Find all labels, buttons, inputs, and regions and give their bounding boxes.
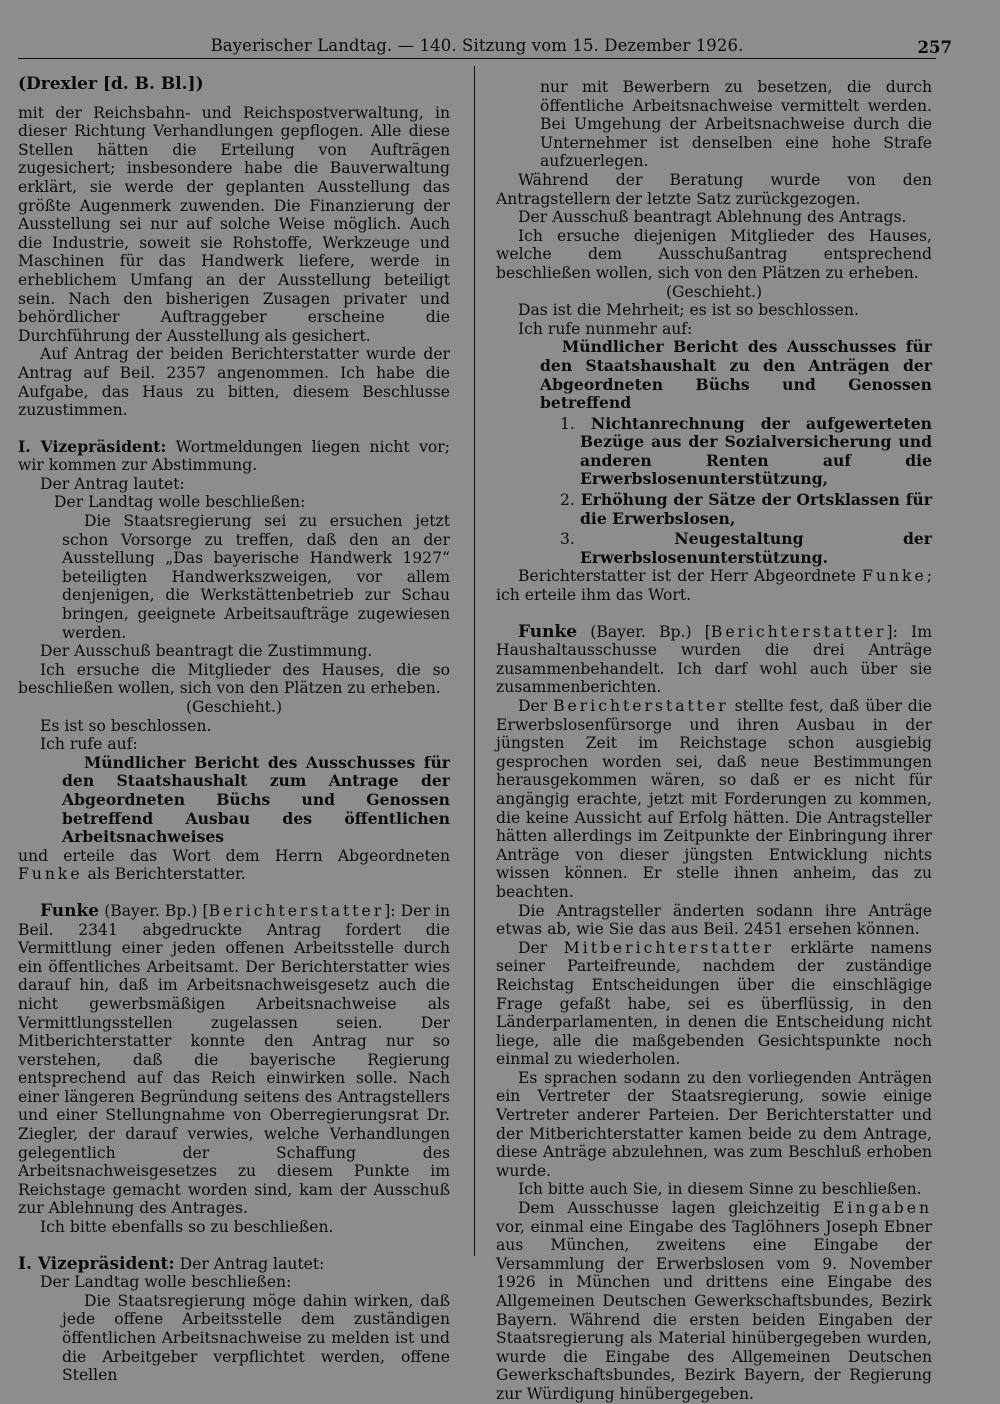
paragraph: Ich ersuche diejenigen Mitglieder des Hauses, welche dem Ausschußantrag entsprechend beschließen wollen, sich von den Plätzen zu erheben. xyxy=(496,226,932,282)
speaker-name: I. Vizepräsident: xyxy=(18,436,167,456)
paragraph: Auf Antrag der beiden Berichterstatter wurde der Antrag auf Beil. 2357 angenommen. Ich habe die Aufgabe, das Haus zu bitten, diesem Beschlusse zuzustimmen. xyxy=(18,345,450,420)
paragraph: Der Ausschuß beantragt die Zustimmung. xyxy=(40,642,373,661)
paragraph: Ich ersuche die Mitglieder des Hauses, die so beschließen wollen, sich von den Plätzen zu erheben. xyxy=(18,660,450,698)
speech-text: Der Antrag lautet: xyxy=(174,1254,325,1273)
emphasis-word: Eingaben xyxy=(833,1199,932,1218)
paragraph: vor, einmal eine Eingabe des Taglöhners Joseph Ebner aus München, zweitens eine Eingabe der Versammlung der Erwerbslosen vom 9. November 1926 in München und drittens eine Eingabe des Allgemeinen Deutschen Gewerkschaftsbundes, Bezirk Bayern. Während die ersten beiden Eingaben der Staatsregierung als Material hinübergegeben wurden, wurde die Eingabe des Allgemeinen Deutschen Gewerkschaftsbundes, Bezirk Bayern, der Regierung zur Würdigung hinübergegeben. xyxy=(496,1217,932,1403)
person-name: Funke xyxy=(18,865,83,884)
paragraph: Der Antrag lautet: xyxy=(40,474,185,493)
motion-list xyxy=(496,415,932,568)
report-title: Mündlicher Bericht des Ausschusses für den Staatshaushalt zu den Anträgen der Abgeordneten Büchs und Genossen betreffend xyxy=(540,337,932,413)
running-title: Bayerischer Landtag. — 140. Sitzung vom 15. Dezember 1926. xyxy=(210,36,744,55)
paragraph: Ich bitte auch Sie, in diesem Sinne zu beschließen. xyxy=(518,1180,922,1199)
right-column: nur mit Bewerbern zu besetzen, die durch öffentliche Arbeitsnachweise vermittelt werden. Bei Umgehung der Arbeitsnachweise durch die Unternehmer ist denselben eine hohe Strafe aufzuerlegen. Während der Beratung wurde von den Antragstellern der letzte Satz zurückgezogen. Der Ausschuß beantragt Ablehnung des Antrags. Ich ersuche diejenigen Mitglieder des Hauses, welche dem Ausschußantrag entsprechend beschließen wollen, sich von den Plätzen zu erheben. (Geschieht.) Das ist die Mehrheit; es ist so beschlossen. Ich rufe nunmehr auf: Mündlicher Bericht des Ausschusses für den Staatshaushalt zu den Anträgen der Abgeordneten Büchs und Genossen betreffend 1. Nichtanrechnung der aufgewerteten Bezüge aus der Sozialversicherung und anderen Renten auf die Erwerbslosenunterstützung, 2. Erhöhung der Sätze der Ortsklassen für die Erwerbslosen, 3. Neugestaltung der Erwerbslosenunterstützung. Berichterstatter ist der Herr Abgeordnete Funke; ich erteile ihm das Wort. Funke (Bayer. Bp.) [Berichterstatter]: Im Haushaltausschusse wurden die drei Anträge zusammenbehandelt. Ich darf wohl auch über sie zusammenberichten. Der Berichterstatter stellte fest, daß über die Erwerbslosenfürsorge und ihren Ausbau in der jüngsten Zeit im Reichstage schon ausgiebig gesprochen worden sei, daß neue Bestimmungen herausgekommen wären, so daß er es nicht für angängig erachte, jetzt mit Forderungen zu kommen, die keine Aussicht auf Erfolg hätten. Die Antragsteller hätten allerdings im Zeitpunkte der Einbringung ihrer Anträge von dieser jüngsten Entwicklung nichts wissen können. Er stelle ihnen anheim, das zu beachten. Die Antragsteller änderten sodann ihre Anträge etwas ab, wie Sie das aus Beil. 2451 ersehen können. Der Mitberichterstatter erklärte namens seiner Parteifreunde, nachdem der zuständige Reichstag Entscheidungen über die einschlägige Frage gefaßt habe, sei es überflüssig, in den Länderparlamenten, in denen die Entscheidung nicht liege, alle die maßgebenden Gesichtspunkte noch einmal zu wiederholen. Es sprachen sodann zu den vorliegenden Anträgen ein Vertreter der Staatsregierung, sowie einige Vertreter anderer Parteien. Der Berichterstatter und der Mitberichterstatter kamen beide zu dem Antrage, diese Anträge abzulehnen, was zum Beschluß erhoben wurde. Ich bitte auch Sie, in diesem Sinne zu beschließen. Dem Ausschusse lagen gleichzeitig Eingaben vor, einmal eine Eingabe des Taglöhners Joseph Ebner aus München, zweitens eine Eingabe der Versammlung der Erwerbslosen vom 9. November 1926 in München und drittens eine Eingabe des Allgemeinen Deutschen Gewerkschaftsbundes, Bezirk Bayern. Während die ersten beiden Eingaben der Staatsregierung als Material hinübergegeben wurden, wurde die Eingabe des Allgemeinen Deutschen Gewerkschaftsbundes, Bezirk Bayern, der Regierung zur Würdigung hinübergegeben. xyxy=(496,78,932,1403)
person-name: Funke xyxy=(862,567,927,586)
stage-direction: (Geschieht.) xyxy=(665,282,763,301)
paragraph: als Berichterstatter. xyxy=(82,865,246,884)
motion-text: Die Staatsregierung möge dahin wirken, daß jede offene Arbeitsstelle dem zuständigen öffentlichen Arbeitsnachweise zu melden ist und die Arbeitgeber verpflichtet werden, offene Stellen xyxy=(62,1291,450,1385)
paragraph: Berichterstatter ist der Herr Abgeordnete xyxy=(518,567,863,586)
list-item: 2. Erhöhung der Sätze der Ortsklassen für die Erwerbslosen, xyxy=(560,490,932,528)
stage-direction: (Geschieht.) xyxy=(185,698,283,716)
paragraph: stellte fest, daß über die Erwerbslosenfürsorge und ihren Ausbau in der jüngsten Zeit im Reichstage schon ausgiebig gesprochen worden sei, daß neue Bestimmungen herausgekommen wären, so daß er es nicht für angängig erachte, jetzt mit Forderungen zu kommen, die keine Aussicht auf Erfolg hätten. Die Antragsteller hätten allerdings im Zeitpunkte der Einbringung ihrer Anträge von dieser jüngsten Entwicklung nichts wissen können. Er stelle ihnen anheim, das zu beachten. xyxy=(496,697,932,901)
paragraph: mit der Reichsbahn- und Reichspostverwaltung, in dieser Richtung Verhandlungen gepflogen. Alle diese Stellen hätten die Erteilung von Aufträgen zugesichert; insbesondere habe die Bauverwaltung erklärt, sie werde der geplanten Ausstellung das größte Augenmerk zuwenden. Die Finanzierung der Ausstellung sei nur auf solche Weise möglich. Auch die Industrie, soweit sie Rohstoffe, Werkzeuge und Maschinen für das Handwerk liefere, werde in erheblichem Umfang an der Ausstellung beteiligt sein. Nach den bisherigen Zusagen privater und behördlicher Auftraggeber erscheine die Durchführung der Ausstellung als gesichert. xyxy=(18,103,450,345)
paragraph: Es ist so beschlossen. xyxy=(40,716,212,735)
speaker-role: Berichterstatter xyxy=(710,622,887,641)
speaker-party: (Bayer. Bp.) [ xyxy=(99,901,209,920)
speaker-party: (Bayer. Bp.) [ xyxy=(577,622,711,641)
speaker-marginal: (Drexler [d. B. Bl.]) xyxy=(18,74,204,94)
paragraph: Der Ausschuß beantragt Ablehnung des Antrags. xyxy=(518,208,907,227)
speaker-name: Funke xyxy=(518,621,578,642)
paragraph: erklärte namens seiner Parteifreunde, nachdem der zuständige Reichstag Entscheidungen über die einschlägige Frage gefaßt habe, sei es überflüssig, in den Länderparlamenten, in denen die Entscheidung nicht liege, alle die maßgebenden Gesichtspunkte noch einmal zu wiederholen. xyxy=(496,938,932,1069)
column-divider xyxy=(474,66,475,1256)
paragraph: Die Antragsteller änderten sodann ihre Anträge etwas ab, wie Sie das aus Beil. 2451 ersehen können. xyxy=(496,901,932,939)
speaker-name: Funke xyxy=(40,900,100,921)
paragraph: Ich rufe auf: xyxy=(40,735,138,754)
left-column xyxy=(18,75,450,1385)
paragraph: Während der Beratung wurde von den Antragstellern der letzte Satz zurückgezogen. xyxy=(496,170,932,208)
speech-text: Wortmeldungen liegen nicht vor; wir kommen zur Abstimmung. xyxy=(18,437,450,475)
paragraph: Es sprachen sodann zu den vorliegenden Anträgen ein Vertreter der Staatsregierung, sowie einige Vertreter anderer Parteien. Der Berichterstatter und der Mitberichterstatter kamen beide zu dem Antrage, diese Anträge abzulehnen, was zum Beschluß erhoben wurde. xyxy=(496,1068,932,1180)
motion-text: Die Staatsregierung sei zu ersuchen jetzt schon Vorsorge zu treffen, daß den an der Ausstellung „Das bayerische Handwerk 1927“ beteiligten Handwerkszweigen, vor allem denjenigen, die Werkstättenbetrieb zur Schau bringen, geeignete Arbeitsaufträge zugewiesen werden. xyxy=(62,512,450,642)
paragraph: Das ist die Mehrheit; es ist so beschlossen. xyxy=(518,301,859,320)
speaker-name: I. Vizepräsident: xyxy=(18,1253,175,1274)
list-item: 1. Nichtanrechnung der aufgewerteten Bezüge aus der Sozialversicherung und anderen Renten auf die Erwerbslosenunterstützung, xyxy=(560,413,932,489)
paragraph: und erteile das Wort dem Herrn Abgeordneten xyxy=(18,846,450,865)
list-item: 3. Neugestaltung der Erwerbslosenunterstützung. xyxy=(560,529,932,567)
page-header xyxy=(18,34,952,59)
paragraph: Ich bitte ebenfalls so zu beschließen. xyxy=(40,1218,334,1237)
paragraph: Ich rufe nunmehr auf: xyxy=(518,319,693,338)
paragraph: ; ich erteile ihm das Wort. xyxy=(496,567,932,605)
speaker-role: Berichterstatter xyxy=(208,901,385,920)
motion-text: nur mit Bewerbern zu besetzen, die durch öffentliche Arbeitsnachweise vermittelt werden. Bei Umgehung der Arbeitsnachweise durch die Unternehmer ist denselben eine hohe Strafe aufzuerlegen. xyxy=(540,78,932,171)
report-title: Mündlicher Bericht des Ausschusses für den Staatshaushalt zum Antrage der Abgeordneten Büchs und Genossen betreffend Ausbau des öffentlichen Arbeitsnachweises xyxy=(62,752,450,847)
page-number: 257 xyxy=(917,38,952,57)
speech-text: ]: Der in Beil. 2341 abgedruckte Antrag fordert die Vermittlung einer jeden offenen Arbeitsstelle durch ein öffentliches Arbeitsamt. Der Berichterstatter wies darauf hin, daß im Arbeitsnachweisgesetz auch die nicht gewerbsmäßigen Arbeitsnachweise als Vermittlungsstellen zugelassen seien. Der Mitberichterstatter konnte den Antrag nur so verstehen, daß die bayerische Regierung entsprechend auf das Reich einwirken solle. Nach einer längeren Begründung seitens des Antragstellers und einer Stellungnahme von Oberregierungsrat Dr. Ziegler, der darauf verwies, welche Verhandlungen gelegentlich der Schaffung des Arbeitsnachweisgesetzes zu diesem Punkte im Reichstage gemacht worden sind, kam der Ausschuß zur Ablehnung des Antrages. xyxy=(18,901,450,1218)
paragraph: Der Landtag wolle beschließen: xyxy=(40,1273,292,1292)
speech-text: ]: Im Haushaltausschusse wurden die drei Anträge zusammenbehandelt. Ich darf wohl auch über sie zusammenberichten. xyxy=(496,622,932,697)
role-word: Berichterstatter xyxy=(553,697,729,715)
role-word: Mitberichterstatter xyxy=(563,938,775,957)
paragraph: Der Landtag wolle beschließen: xyxy=(54,493,306,512)
